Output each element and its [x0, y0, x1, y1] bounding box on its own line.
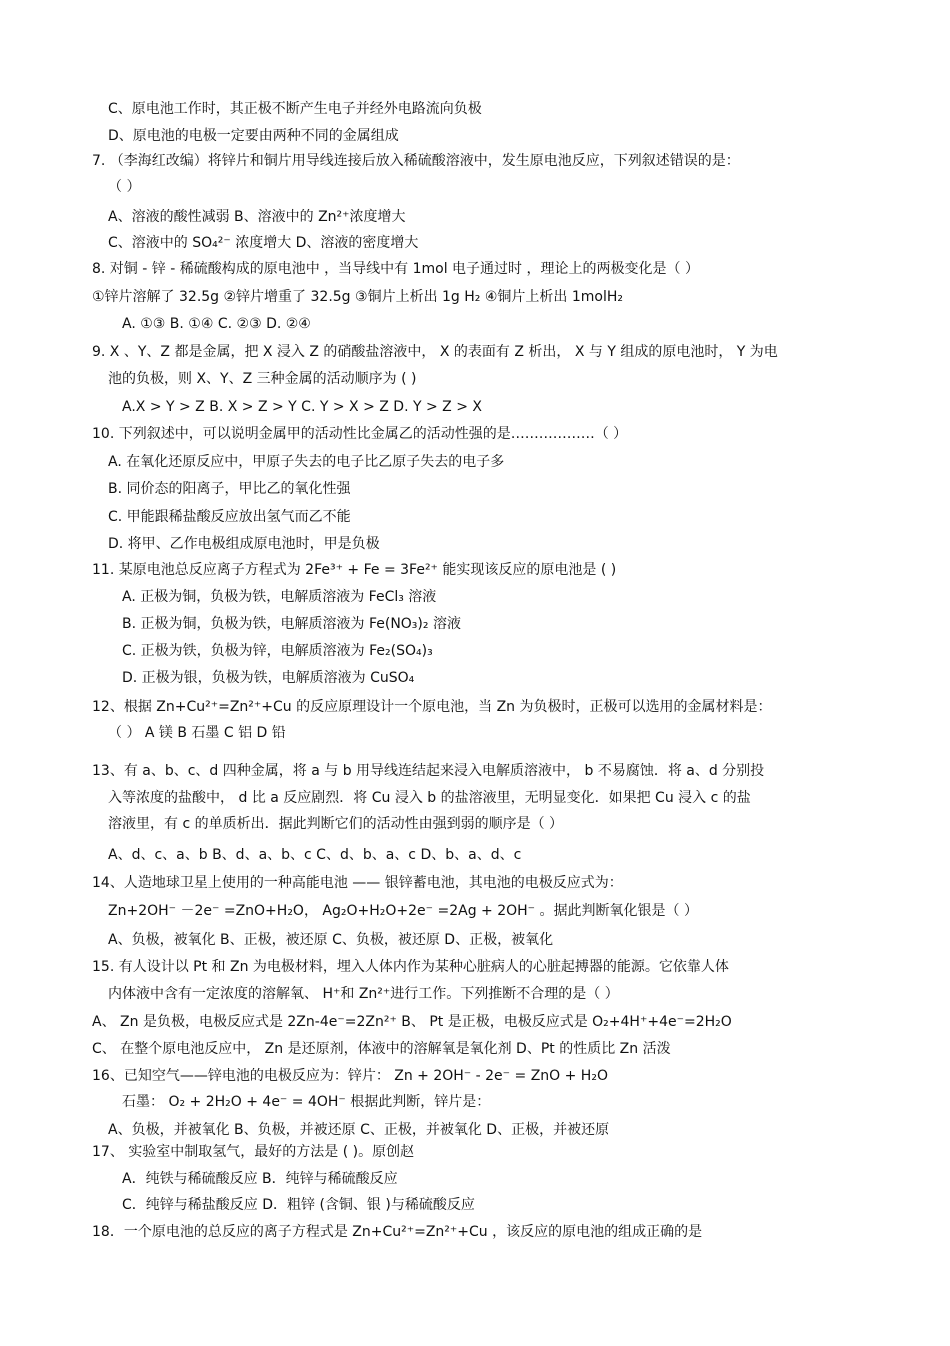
q15-stem: 15. 有人设计以 Pt 和 Zn 为电极材料，埋入人体内作为某种心脏病人的心脏起搏器的能源。它依靠人体	[92, 959, 729, 975]
q13-stem-cont: 入等浓度的盐酸中， d 比 a 反应剧烈．将 Cu 浸入 b 的盐溶液里，无明显变化．如果把 Cu 浸入 c 的盐	[108, 790, 751, 806]
q7-options-cd: C、溶液中的 SO₄²⁻ 浓度增大 D、溶液的密度增大	[108, 235, 419, 251]
q11-stem: 11. 某原电池总反应离子方程式为 2Fe³⁺ + Fe = 3Fe²⁺ 能实现该反应的原电池是 ( )	[92, 562, 617, 578]
q11-option-a: A. 正极为铜，负极为铁，电解质溶液为 FeCl₃ 溶液	[122, 589, 437, 605]
q15-stem-cont: 内体液中含有一定浓度的溶解氧、 H⁺和 Zn²⁺进行工作。下列推断不合理的是（ ）	[108, 986, 619, 1002]
q13-stem: 13、有 a、b、c、d 四种金属，将 a 与 b 用导线连结起来浸入电解质溶液中， b 不易腐蚀．将 a、d 分别投	[92, 763, 765, 779]
q9-options: A.X > Y > Z B. X > Z > Y C. Y > X > Z D. Y > Z > X	[122, 399, 482, 415]
q17-options-cd: C．纯锌与稀盐酸反应 D．粗锌 (含铜、银 )与稀硫酸反应	[122, 1197, 475, 1213]
q8-options: A. ①③ B. ①④ C. ②③ D. ②④	[122, 316, 311, 332]
q9-stem-cont: 池的负极，则 X、Y、Z 三种金属的活动顺序为 ( )	[108, 371, 417, 387]
q16-graphite: 石墨： O₂ + 2H₂O + 4e⁻ = 4OH⁻ 根据此判断，锌片是：	[122, 1094, 491, 1110]
q7-stem: 7. （李海红改编）将锌片和铜片用导线连接后放入稀硫酸溶液中，发生原电池反应，下列叙述错误的是：	[92, 153, 740, 169]
q14-equations: Zn+2OH⁻ －2e⁻ =ZnO+H₂O， Ag₂O+H₂O+2e⁻ =2Ag + 2OH⁻ 。据此判断氧化银是（ ）	[108, 903, 698, 919]
q8-items: ①锌片溶解了 32.5g ②锌片增重了 32.5g ③铜片上析出 1g H₂ ④铜片上析出 1molH₂	[92, 289, 623, 305]
q13-options: A、d、c、a、b B、d、a、b、c C、d、b、a、c D、b、a、d、c	[108, 847, 522, 863]
q15-options-ab: A、 Zn 是负极，电极反应式是 2Zn-4e⁻=2Zn²⁺ B、 Pt 是正极，电极反应式是 O₂+4H⁺+4e⁻=2H₂O	[92, 1014, 732, 1030]
q6-option-d: D、原电池的电极一定要由两种不同的金属组成	[108, 128, 399, 144]
q7-blank: （ ）	[108, 179, 141, 195]
q11-option-b: B. 正极为铜，负极为铁，电解质溶液为 Fe(NO₃)₂ 溶液	[122, 616, 461, 632]
q14-stem: 14、人造地球卫星上使用的一种高能电池 —— 银锌蓄电池，其电池的电极反应式为：	[92, 875, 623, 891]
q9-stem: 9. X 、Y、Z 都是金属，把 X 浸入 Z 的硝酸盐溶液中， X 的表面有 Z 析出， X 与 Y 组成的原电池时， Y 为电	[92, 344, 778, 360]
q18-stem: 18．一个原电池的总反应的离子方程式是 Zn+Cu²⁺=Zn²⁺+Cu ，该反应的原电池的组成正确的是	[92, 1224, 703, 1240]
q11-option-c: C. 正极为铁，负极为锌，电解质溶液为 Fe₂(SO₄)₃	[122, 643, 433, 659]
q13-stem-cont-2: 溶液里，有 c 的单质析出．据此判断它们的活动性由强到弱的顺序是（ ）	[108, 816, 564, 832]
q10-stem: 10. 下列叙述中，可以说明金属甲的活动性比金属乙的活动性强的是………………（ ）	[92, 426, 628, 442]
q10-option-a: A. 在氧化还原反应中，甲原子失去的电子比乙原子失去的电子多	[108, 454, 505, 470]
q15-options-cd: C、 在整个原电池反应中， Zn 是还原剂，体液中的溶解氧是氧化剂 D、Pt 的性质比 Zn 活泼	[92, 1041, 671, 1057]
q16-options: A、负极，并被氧化 B、负极，并被还原 C、正极，并被氧化 D、正极，并被还原	[108, 1122, 610, 1138]
q10-option-d: D. 将甲、乙作电极组成原电池时，甲是负极	[108, 536, 380, 552]
q11-option-d: D. 正极为银，负极为铁，电解质溶液为 CuSO₄	[122, 670, 415, 686]
q12-stem: 12、根据 Zn+Cu²⁺=Zn²⁺+Cu 的反应原理设计一个原电池，当 Zn 为负极时，正极可以选用的金属材料是：	[92, 699, 772, 715]
q17-stem: 17、 实验室中制取氢气，最好的方法是 ( )。原创赵	[92, 1144, 415, 1160]
q10-option-c: C. 甲能跟稀盐酸反应放出氢气而乙不能	[108, 509, 351, 525]
q10-option-b: B. 同价态的阳离子，甲比乙的氧化性强	[108, 481, 351, 497]
q6-option-c: C、原电池工作时，其正极不断产生电子并经外电路流向负极	[108, 101, 482, 117]
q7-options-ab: A、溶液的酸性减弱 B、溶液中的 Zn²⁺浓度增大	[108, 209, 406, 225]
q8-stem: 8. 对铜 - 锌 - 稀硫酸构成的原电池中 ，当导线中有 1mol 电子通过时 ，理论上的两极变化是（ ）	[92, 261, 699, 277]
q14-options: A、负极，被氧化 B、正极，被还原 C、负极，被还原 D、正极，被氧化	[108, 932, 554, 948]
q12-options: （ ） A 镁 B 石墨 C 铝 D 铅	[108, 725, 286, 741]
q16-stem: 16、已知空气——锌电池的电极反应为：锌片： Zn + 2OH⁻ - 2e⁻ = ZnO + H₂O	[92, 1068, 608, 1084]
q17-options-ab: A．纯铁与稀硫酸反应 B．纯锌与稀硫酸反应	[122, 1171, 398, 1187]
